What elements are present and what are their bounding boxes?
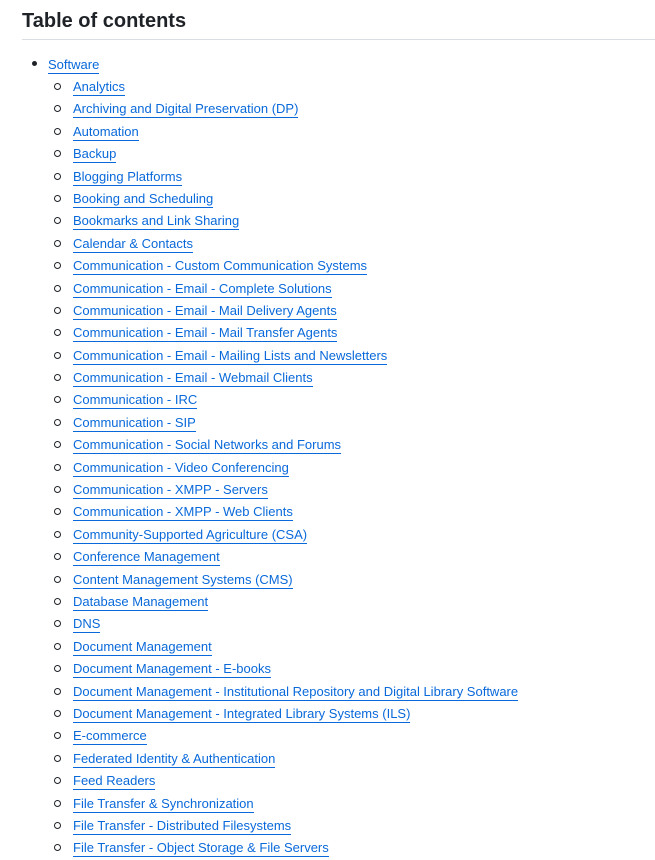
list-item: [48, 300, 655, 322]
toc-title: Table of contents: [22, 10, 655, 40]
list-item: [48, 636, 655, 658]
list-item: [48, 681, 655, 703]
circle-bullet-icon: [54, 307, 61, 314]
circle-bullet-icon: [54, 665, 61, 672]
toc-link[interactable]: Conference Management: [73, 549, 220, 565]
list-item: [48, 188, 655, 210]
list-item: [48, 546, 655, 568]
toc-link[interactable]: Communication - Custom Communication Systems: [73, 258, 368, 274]
circle-bullet-icon: [54, 800, 61, 807]
circle-bullet-icon: [54, 419, 61, 426]
list-item: [48, 725, 655, 747]
list-item: [48, 479, 655, 501]
list-item: [48, 569, 655, 591]
toc-link[interactable]: Communication - XMPP - Web Clients: [73, 504, 293, 520]
toc-link[interactable]: Document Management - Integrated Library Systems (ILS): [73, 705, 411, 721]
toc-link[interactable]: Communication - Email - Mail Delivery Agents: [73, 302, 337, 318]
circle-bullet-icon: [54, 396, 61, 403]
circle-bullet-icon: [54, 262, 61, 269]
list-item: [48, 210, 655, 232]
circle-bullet-icon: [54, 486, 61, 493]
toc-link[interactable]: Calendar & Contacts: [73, 235, 193, 251]
circle-bullet-icon: [54, 83, 61, 90]
circle-bullet-icon: [54, 195, 61, 202]
circle-bullet-icon: [54, 620, 61, 627]
list-item: [48, 389, 655, 411]
circle-bullet-icon: [54, 128, 61, 135]
circle-bullet-icon: [54, 105, 61, 112]
list-item: [48, 322, 655, 344]
toc-link[interactable]: Communication - Email - Webmail Clients: [73, 370, 313, 386]
circle-bullet-icon: [54, 732, 61, 739]
toc-outer-list: [22, 54, 655, 860]
circle-bullet-icon: [54, 710, 61, 717]
list-item: [48, 658, 655, 680]
toc-link[interactable]: Community-Supported Agriculture (CSA): [73, 526, 308, 542]
list-item: [48, 121, 655, 143]
list-item: [48, 748, 655, 770]
circle-bullet-icon: [54, 688, 61, 695]
toc-link[interactable]: Document Management - E-books: [73, 661, 271, 677]
toc-link[interactable]: Archiving and Digital Preservation (DP): [73, 101, 299, 117]
list-item: [48, 278, 655, 300]
circle-bullet-icon: [54, 217, 61, 224]
toc-inner-list: [48, 76, 655, 860]
circle-bullet-icon: [54, 329, 61, 336]
circle-bullet-icon: [54, 822, 61, 829]
toc-link[interactable]: File Transfer - Distributed Filesystems: [73, 817, 292, 833]
list-item: [48, 837, 655, 859]
toc-link[interactable]: Federated Identity & Authentication: [73, 750, 276, 766]
circle-bullet-icon: [54, 240, 61, 247]
circle-bullet-icon: [54, 464, 61, 471]
list-item: [48, 367, 655, 389]
list-item: [48, 793, 655, 815]
list-item: [48, 255, 655, 277]
circle-bullet-icon: [54, 598, 61, 605]
list-item: [48, 770, 655, 792]
circle-bullet-icon: [54, 531, 61, 538]
list-item: [48, 815, 655, 837]
circle-bullet-icon: [54, 150, 61, 157]
toc-link[interactable]: Communication - Email - Complete Solutions: [73, 280, 332, 296]
toc-link[interactable]: Backup: [73, 146, 117, 162]
list-item: [48, 166, 655, 188]
list-item: [48, 76, 655, 98]
list-item: [48, 233, 655, 255]
toc-link[interactable]: Booking and Scheduling: [73, 190, 214, 206]
toc-link[interactable]: File Transfer - Object Storage & File Servers: [73, 840, 329, 856]
toc-link[interactable]: Content Management Systems (CMS): [73, 571, 293, 587]
toc-link[interactable]: File Transfer & Synchronization: [73, 795, 254, 811]
toc-link[interactable]: Feed Readers: [73, 773, 156, 789]
circle-bullet-icon: [54, 285, 61, 292]
toc-link[interactable]: Document Management: [73, 638, 212, 654]
toc-link[interactable]: Communication - Email - Mail Transfer Agents: [73, 325, 338, 341]
list-item: [48, 143, 655, 165]
toc-link[interactable]: Communication - Video Conferencing: [73, 459, 289, 475]
circle-bullet-icon: [54, 844, 61, 851]
toc-section: [30, 54, 655, 860]
toc-link[interactable]: Communication - IRC: [73, 392, 198, 408]
toc-link[interactable]: Database Management: [73, 593, 209, 609]
circle-bullet-icon: [54, 576, 61, 583]
list-item: [48, 412, 655, 434]
list-item: [48, 457, 655, 479]
toc-link[interactable]: DNS: [73, 616, 101, 632]
list-item: [48, 703, 655, 725]
circle-bullet-icon: [54, 441, 61, 448]
circle-bullet-icon: [54, 173, 61, 180]
toc-link[interactable]: Communication - Social Networks and Forums: [73, 437, 342, 453]
list-item: [48, 501, 655, 523]
toc-link[interactable]: Analytics: [73, 79, 126, 94]
toc-link-software[interactable]: Software: [48, 57, 100, 72]
list-item: [48, 613, 655, 635]
circle-bullet-icon: [54, 374, 61, 381]
list-item: [48, 98, 655, 120]
circle-bullet-icon: [54, 352, 61, 359]
circle-bullet-icon: [54, 777, 61, 784]
toc-link[interactable]: Blogging Platforms: [73, 168, 183, 184]
list-item: [48, 591, 655, 613]
circle-bullet-icon: [54, 755, 61, 762]
list-item: [48, 345, 655, 367]
disc-bullet-icon: [32, 61, 37, 66]
list-item: [48, 524, 655, 546]
toc-link[interactable]: Document Management - Institutional Repository and Digital Library Software: [73, 683, 519, 699]
toc-link[interactable]: Automation: [73, 123, 139, 139]
toc-link[interactable]: Communication - Email - Mailing Lists and Newsletters: [73, 347, 388, 363]
toc-link[interactable]: Communication - SIP: [73, 414, 196, 430]
circle-bullet-icon: [54, 643, 61, 650]
circle-bullet-icon: [54, 553, 61, 560]
toc-link[interactable]: E-commerce: [73, 728, 147, 744]
toc-link[interactable]: Communication - XMPP - Servers: [73, 482, 268, 498]
toc-link[interactable]: Bookmarks and Link Sharing: [73, 213, 240, 229]
list-item: [48, 434, 655, 456]
circle-bullet-icon: [54, 508, 61, 515]
